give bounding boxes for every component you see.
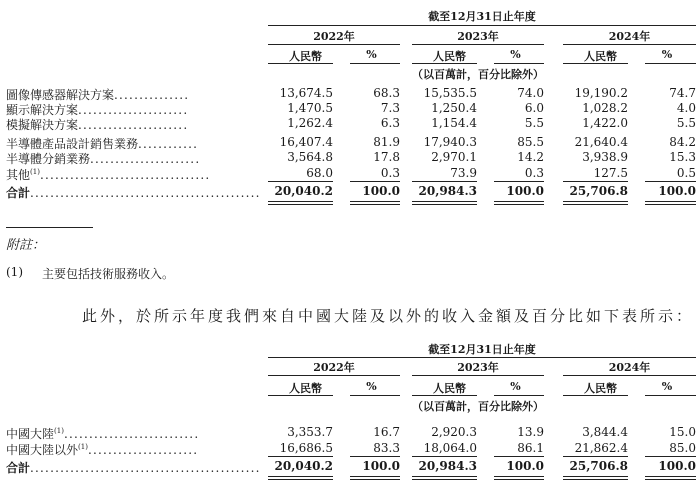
- table-cell: 16,407.4: [279, 135, 333, 149]
- unit-note: （以百萬計，百分比除外）: [412, 400, 544, 413]
- table-cell: 17,940.3: [423, 135, 477, 149]
- year-header-2022: 2022年: [313, 30, 355, 43]
- leader-dots: ...........................: [63, 427, 200, 441]
- row-label-text: 半導體產品設計銷售業務: [6, 137, 139, 151]
- table-cell: 6.0: [524, 101, 544, 115]
- table-cell: 13.9: [517, 425, 544, 439]
- table-cell: 15.0: [669, 425, 696, 439]
- table-cell: 3,844.4: [582, 425, 628, 439]
- table-cell: 18,064.0: [423, 441, 477, 455]
- table-cell: 74.7: [669, 86, 696, 100]
- table-cell: 2,970.1: [431, 150, 477, 164]
- leader-dots: ......................: [90, 152, 201, 166]
- total-label-text: 合計: [6, 461, 31, 475]
- total-cell: 100.0: [506, 184, 544, 198]
- col-pct-2022: %: [366, 48, 377, 61]
- total-cell: 20,984.3: [418, 459, 477, 473]
- table-cell: 6.3: [380, 116, 400, 130]
- table-cell: 1,470.5: [287, 101, 333, 115]
- total-cell: 25,706.8: [569, 459, 628, 473]
- row-label-text: 顯示解決方案: [6, 103, 79, 117]
- table-cell: 19,190.2: [574, 86, 628, 100]
- table-cell: 1,250.4: [431, 101, 477, 115]
- table-cell: 3,353.7: [287, 425, 333, 439]
- table-cell: 1,422.0: [582, 116, 628, 130]
- col-pct-2023: %: [510, 48, 521, 61]
- total-cell: 100.0: [658, 184, 696, 198]
- year-header-2023: 2023年: [457, 361, 499, 374]
- total-cell: 100.0: [362, 459, 400, 473]
- table-cell: 127.5: [593, 166, 628, 180]
- table-cell: 5.5: [524, 116, 544, 130]
- table-cell: 21,640.4: [574, 135, 628, 149]
- period-header: 截至12月31日止年度: [428, 10, 536, 23]
- table-cell: 84.2: [669, 135, 696, 149]
- total-cell: 20,040.2: [274, 459, 333, 473]
- table-cell: 74.0: [517, 86, 544, 100]
- col-rmb-2022: 人民幣: [289, 382, 322, 395]
- leader-dots: ...............: [114, 88, 190, 102]
- col-rmb-2024: 人民幣: [584, 50, 617, 63]
- footnote-ref: (1): [54, 427, 64, 435]
- notes-divider: [6, 227, 93, 228]
- table-cell: 15,535.5: [423, 86, 477, 100]
- table-cell: 17.8: [373, 150, 400, 164]
- table-cell: 68.0: [306, 166, 333, 180]
- col-pct-2024: %: [661, 48, 673, 61]
- note-marker: (1): [6, 265, 23, 279]
- table-cell: 0.5: [676, 166, 696, 180]
- leader-dots: ..............................................: [30, 186, 261, 200]
- total-cell: 25,706.8: [569, 184, 628, 198]
- row-label-text: 圖像傳感器解決方案: [6, 88, 115, 102]
- table-cell: 15.3: [669, 150, 696, 164]
- total-cell: 100.0: [658, 459, 696, 473]
- total-cell: 100.0: [506, 459, 544, 473]
- row-label: [6, 150, 200, 167]
- table-cell: 5.5: [676, 116, 696, 130]
- table-cell: 4.0: [676, 101, 696, 115]
- leader-dots: ............: [138, 137, 199, 151]
- table-cell: 81.9: [373, 135, 400, 149]
- year-header-2024: 2024年: [608, 361, 651, 374]
- footnote-ref: (1): [78, 443, 88, 451]
- row-label: [6, 441, 198, 458]
- row-label-text: 其他: [6, 168, 31, 182]
- year-header-2024: 2024年: [608, 30, 651, 43]
- total-cell: 20,984.3: [418, 184, 477, 198]
- table-cell: 0.3: [380, 166, 400, 180]
- total-label: [6, 459, 261, 476]
- row-label-text: 中國大陸以外: [6, 443, 79, 457]
- notes-title: 附註：: [6, 238, 46, 253]
- leader-dots: ..................................: [39, 168, 211, 182]
- year-header-2022: 2022年: [313, 361, 355, 374]
- table-cell: 1,262.4: [287, 116, 333, 130]
- total-label-text: 合計: [6, 186, 31, 200]
- table-cell: 1,154.4: [431, 116, 477, 130]
- col-pct-2024: %: [661, 380, 673, 393]
- table-cell: 3,564.8: [287, 150, 333, 164]
- table-cell: 21,862.4: [574, 441, 628, 455]
- col-rmb-2023: 人民幣: [433, 382, 466, 395]
- col-rmb-2024: 人民幣: [584, 382, 617, 395]
- period-header: 截至12月31日止年度: [428, 343, 536, 356]
- leader-dots: ......................: [78, 118, 189, 132]
- year-header-2023: 2023年: [457, 30, 499, 43]
- table-cell: 83.3: [373, 441, 400, 455]
- table-cell: 85.0: [669, 441, 696, 455]
- table-cell: 14.2: [517, 150, 544, 164]
- leader-dots: ......................: [87, 443, 199, 457]
- leader-dots: ..............................................: [30, 461, 261, 475]
- table-cell: 1,028.2: [582, 101, 628, 115]
- table-cell: 86.1: [517, 441, 544, 455]
- row-label: [6, 425, 199, 442]
- total-label: [6, 184, 261, 201]
- table-cell: 16.7: [373, 425, 400, 439]
- footnote-ref: (1): [30, 168, 40, 176]
- leader-dots: ......................: [78, 103, 189, 117]
- table-cell: 3,938.9: [582, 150, 628, 164]
- note-text: 主要包括技術服務收入。: [42, 267, 175, 281]
- total-cell: 100.0: [362, 184, 400, 198]
- col-rmb-2022: 人民幣: [289, 50, 322, 63]
- col-pct-2023: %: [510, 380, 521, 393]
- intro-paragraph: 此外，於所示年度我們來自中國大陸及以外的收入金額及百分比如下表所示：: [82, 307, 695, 325]
- table-cell: 0.3: [524, 166, 544, 180]
- row-label-text: 中國大陸: [6, 427, 55, 441]
- table-cell: 7.3: [380, 101, 400, 115]
- row-label-text: 半導體分銷業務: [6, 152, 91, 166]
- table-cell: 13,674.5: [279, 86, 333, 100]
- unit-note: （以百萬計，百分比除外）: [412, 68, 544, 81]
- table-cell: 68.3: [373, 86, 400, 100]
- col-rmb-2023: 人民幣: [433, 50, 466, 63]
- total-cell: 20,040.2: [274, 184, 333, 198]
- table-cell: 85.5: [517, 135, 544, 149]
- row-label-text: 模擬解決方案: [6, 118, 79, 132]
- table-cell: 73.9: [450, 166, 477, 180]
- row-label: [6, 116, 188, 133]
- table-cell: 16,686.5: [279, 441, 333, 455]
- col-pct-2022: %: [366, 380, 377, 393]
- table-cell: 2,920.3: [431, 425, 477, 439]
- row-label: [6, 166, 210, 183]
